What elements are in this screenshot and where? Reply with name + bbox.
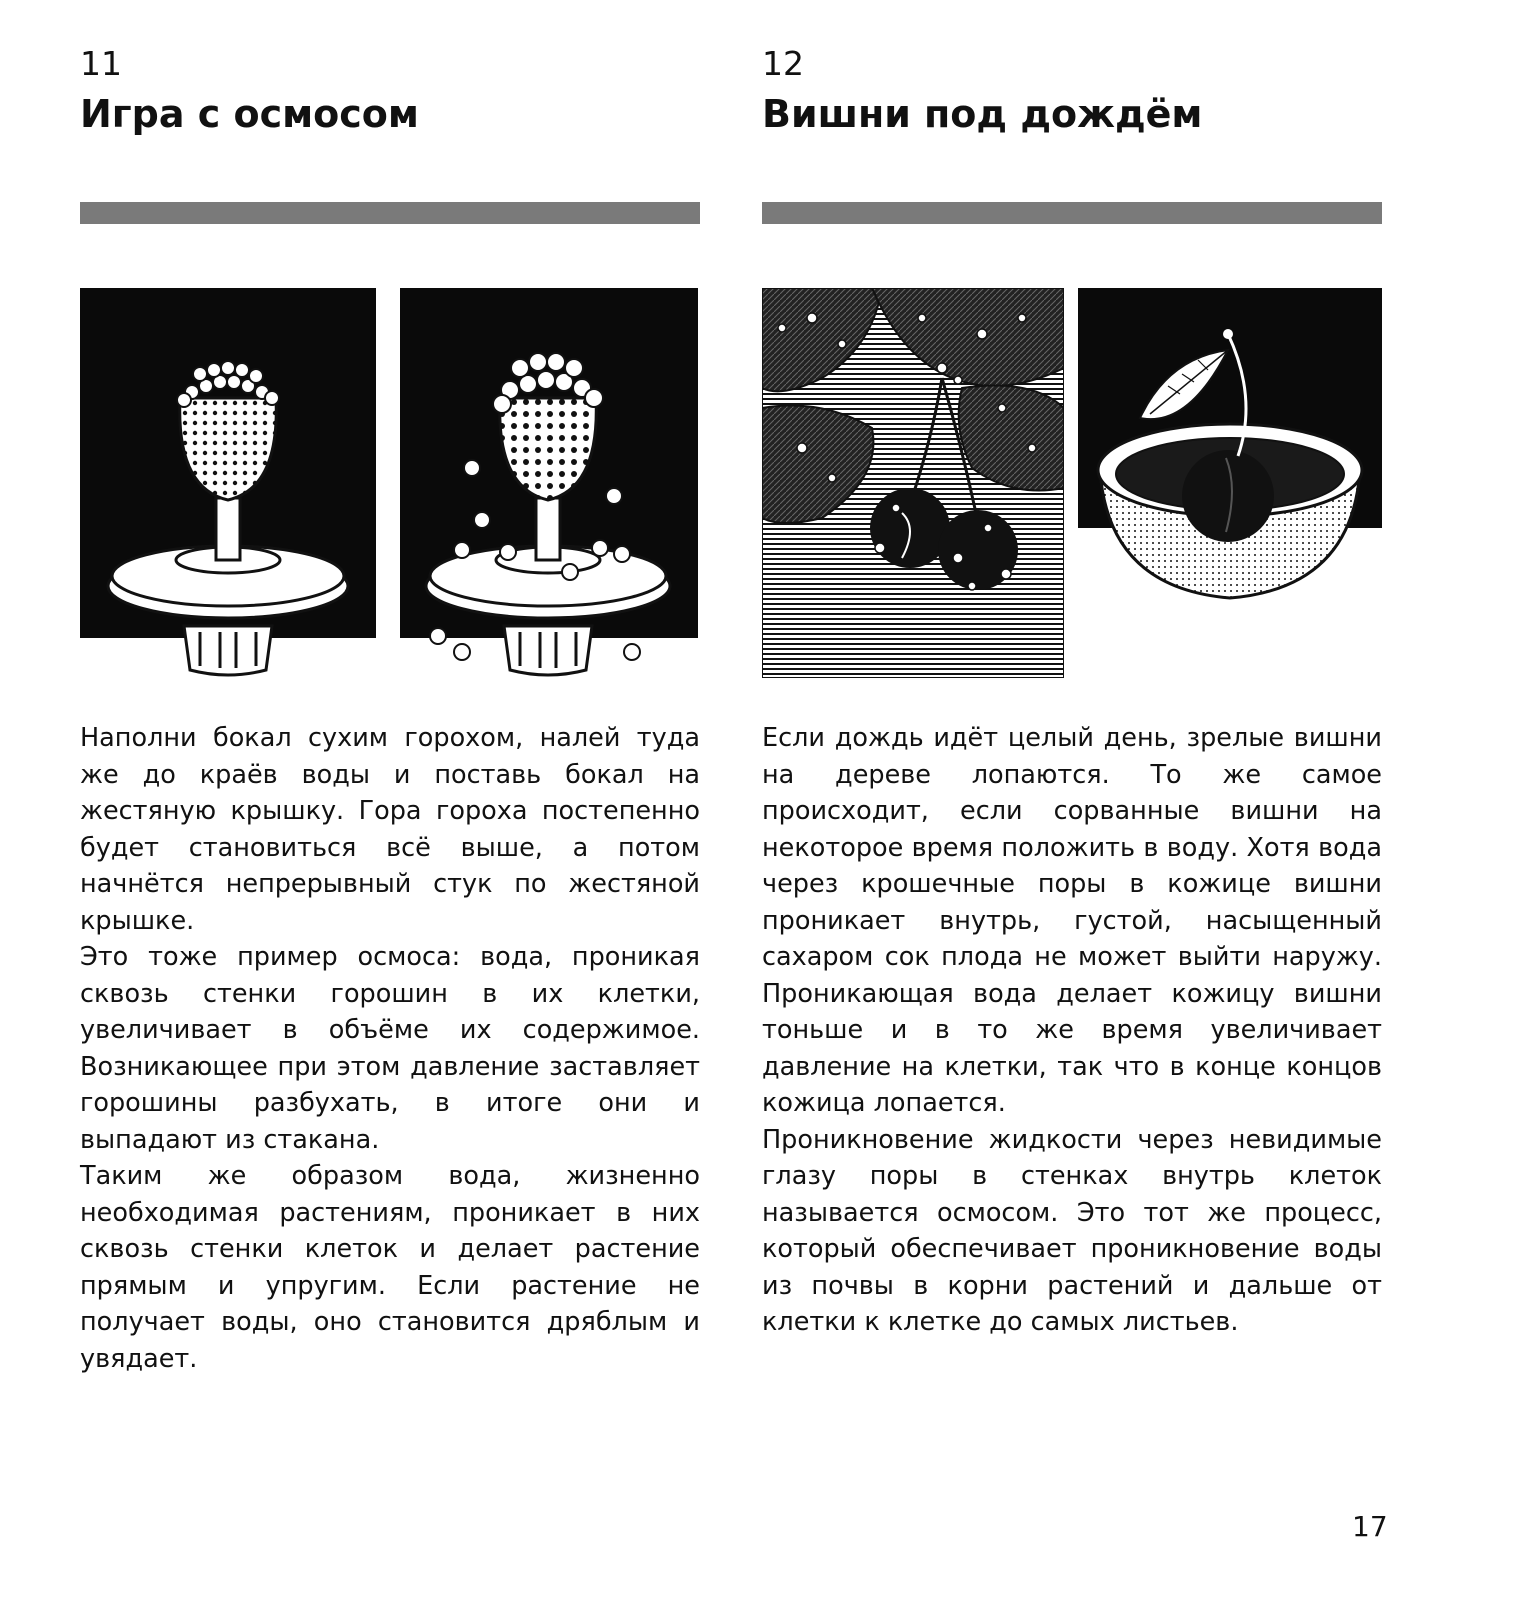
illustration-glass-before: [80, 288, 376, 678]
paragraph: Наполни бокал сухим горохом, налей туда же до краёв воды и поставь бокал на жестяную крышку. Гора гороха постепенно будет становиться всё выше, а потом начнётся непрерывный стук по жестяной крышке.: [80, 723, 700, 936]
illustration-glass-after: [400, 288, 698, 678]
divider-bar: [762, 202, 1382, 224]
experiment-title: Игра с осмосом: [80, 92, 419, 136]
paragraph: Таким же образом вода, жизненно необходимая растениям, проникает в них сквозь стенки клеток и делает растение прямым и упругим. Если растение не получает воды, оно становится дряблым и увядает.: [80, 1161, 700, 1374]
illustration-cherry-bowl: [1078, 288, 1382, 638]
page-number: 17: [1352, 1510, 1388, 1543]
illustration-cherries-rain: [762, 288, 1064, 678]
experiment-number: 12: [762, 44, 804, 83]
paragraph: Если дождь идёт целый день, зрелые вишни на дереве лопаются. То же самое происходит, если сорванные вишни на некоторое время положить в воду. Хотя вода через крошечные поры в кожице вишни проникает внутрь, густой, насыщенный сахаром сок плода не может выйти наружу. Проникающая вода делает кожицу вишни тоньше и в то же время увеличивает давление на клетки, так что в конце концов кожица лопается.: [762, 723, 1382, 1118]
divider-bar: [80, 202, 700, 224]
paragraph: Это тоже пример осмоса: вода, проникая сквозь стенки горошин в их клетки, увеличивает в объёме их содержимое. Возникающее при этом давление заставляет горошины разбухать, в итоге они и выпадают из стакана.: [80, 942, 700, 1155]
body-text: [80, 720, 700, 1377]
body-text: [762, 720, 1382, 1341]
experiment-number: 11: [80, 44, 122, 83]
paragraph: Проникновение жидкости через невидимые глазу поры в стенках внутрь клеток называется осмосом. Это тот же процесс, который обеспечивает проникновение воды из почвы в корни растений и дальше от клетки к клетке до самых листьев.: [762, 1124, 1382, 1337]
experiment-title: Вишни под дождём: [762, 92, 1203, 136]
